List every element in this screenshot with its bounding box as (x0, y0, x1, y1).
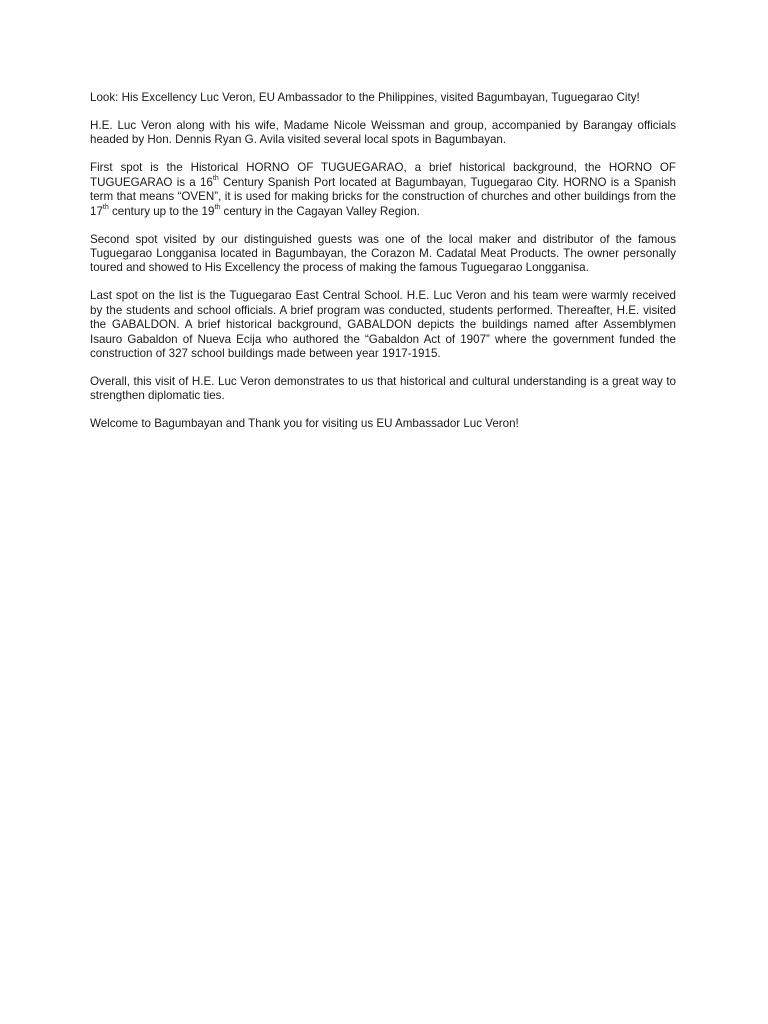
superscript: th (212, 174, 219, 182)
paragraph-overall: Overall, this visit of H.E. Luc Veron demonstrates to us that historical and cultural understanding is a great way to strengthen diplomatic ties. (90, 375, 676, 403)
text-segment: century in the Cagayan Valley Region. (220, 204, 420, 218)
text-segment: First spot is the Historical HORNO OF TUGUEGARAO, a brief historical background, the HORNO OF TUGUEGARAO is a 16 (90, 161, 676, 189)
headline-paragraph: Look: His Excellency Luc Veron, EU Ambassador to the Philippines, visited Bagumbayan, Tuguegarao City! (90, 91, 640, 104)
text-segment: Century Spanish Port located at Bagumbayan, Tuguegarao City. HORNO is a Spanish term that means “OVEN”, it is used for making bricks for the construction of churches and other buildings from the 17 (90, 175, 676, 218)
superscript: th (102, 203, 109, 211)
paragraph-first-spot (90, 161, 676, 219)
paragraph-closing: Welcome to Bagumbayan and Thank you for visiting us EU Ambassador Luc Veron! (90, 417, 519, 431)
paragraph-last-spot: Last spot on the list is the Tuguegarao East Central School. H.E. Luc Veron and his team were warmly received by the students and school officials. A brief program was conducted, students performed. Thereafter, H.E. visited the GABALDON. A brief historical background, GABALDON depicts the buildings named after Assemblymen Isauro Gabaldon of Nueva Ecija who authored the “Gabaldon Act of 1907” where the government funded the construction of 327 school buildings made between year 1917-1915. (90, 289, 676, 361)
paragraph-second-spot: Second spot visited by our distinguished guests was one of the local maker and distributor of the famous Tuguegarao Longganisa located in Bagumbayan, the Corazon M. Cadatal Meat Products. The owner personally toured and showed to His Excellency the process of making the famous Tuguegarao Longganisa. (90, 232, 676, 275)
paragraph-introduction: H.E. Luc Veron along with his wife, Madame Nicole Weissman and group, accompanied by Barangay officials headed by Hon. Dennis Ryan G. Avila visited several local spots in Bagumbayan. (90, 119, 676, 147)
superscript: th (214, 203, 221, 211)
text-segment: century up to the 19 (108, 204, 215, 218)
document-body (90, 91, 676, 445)
